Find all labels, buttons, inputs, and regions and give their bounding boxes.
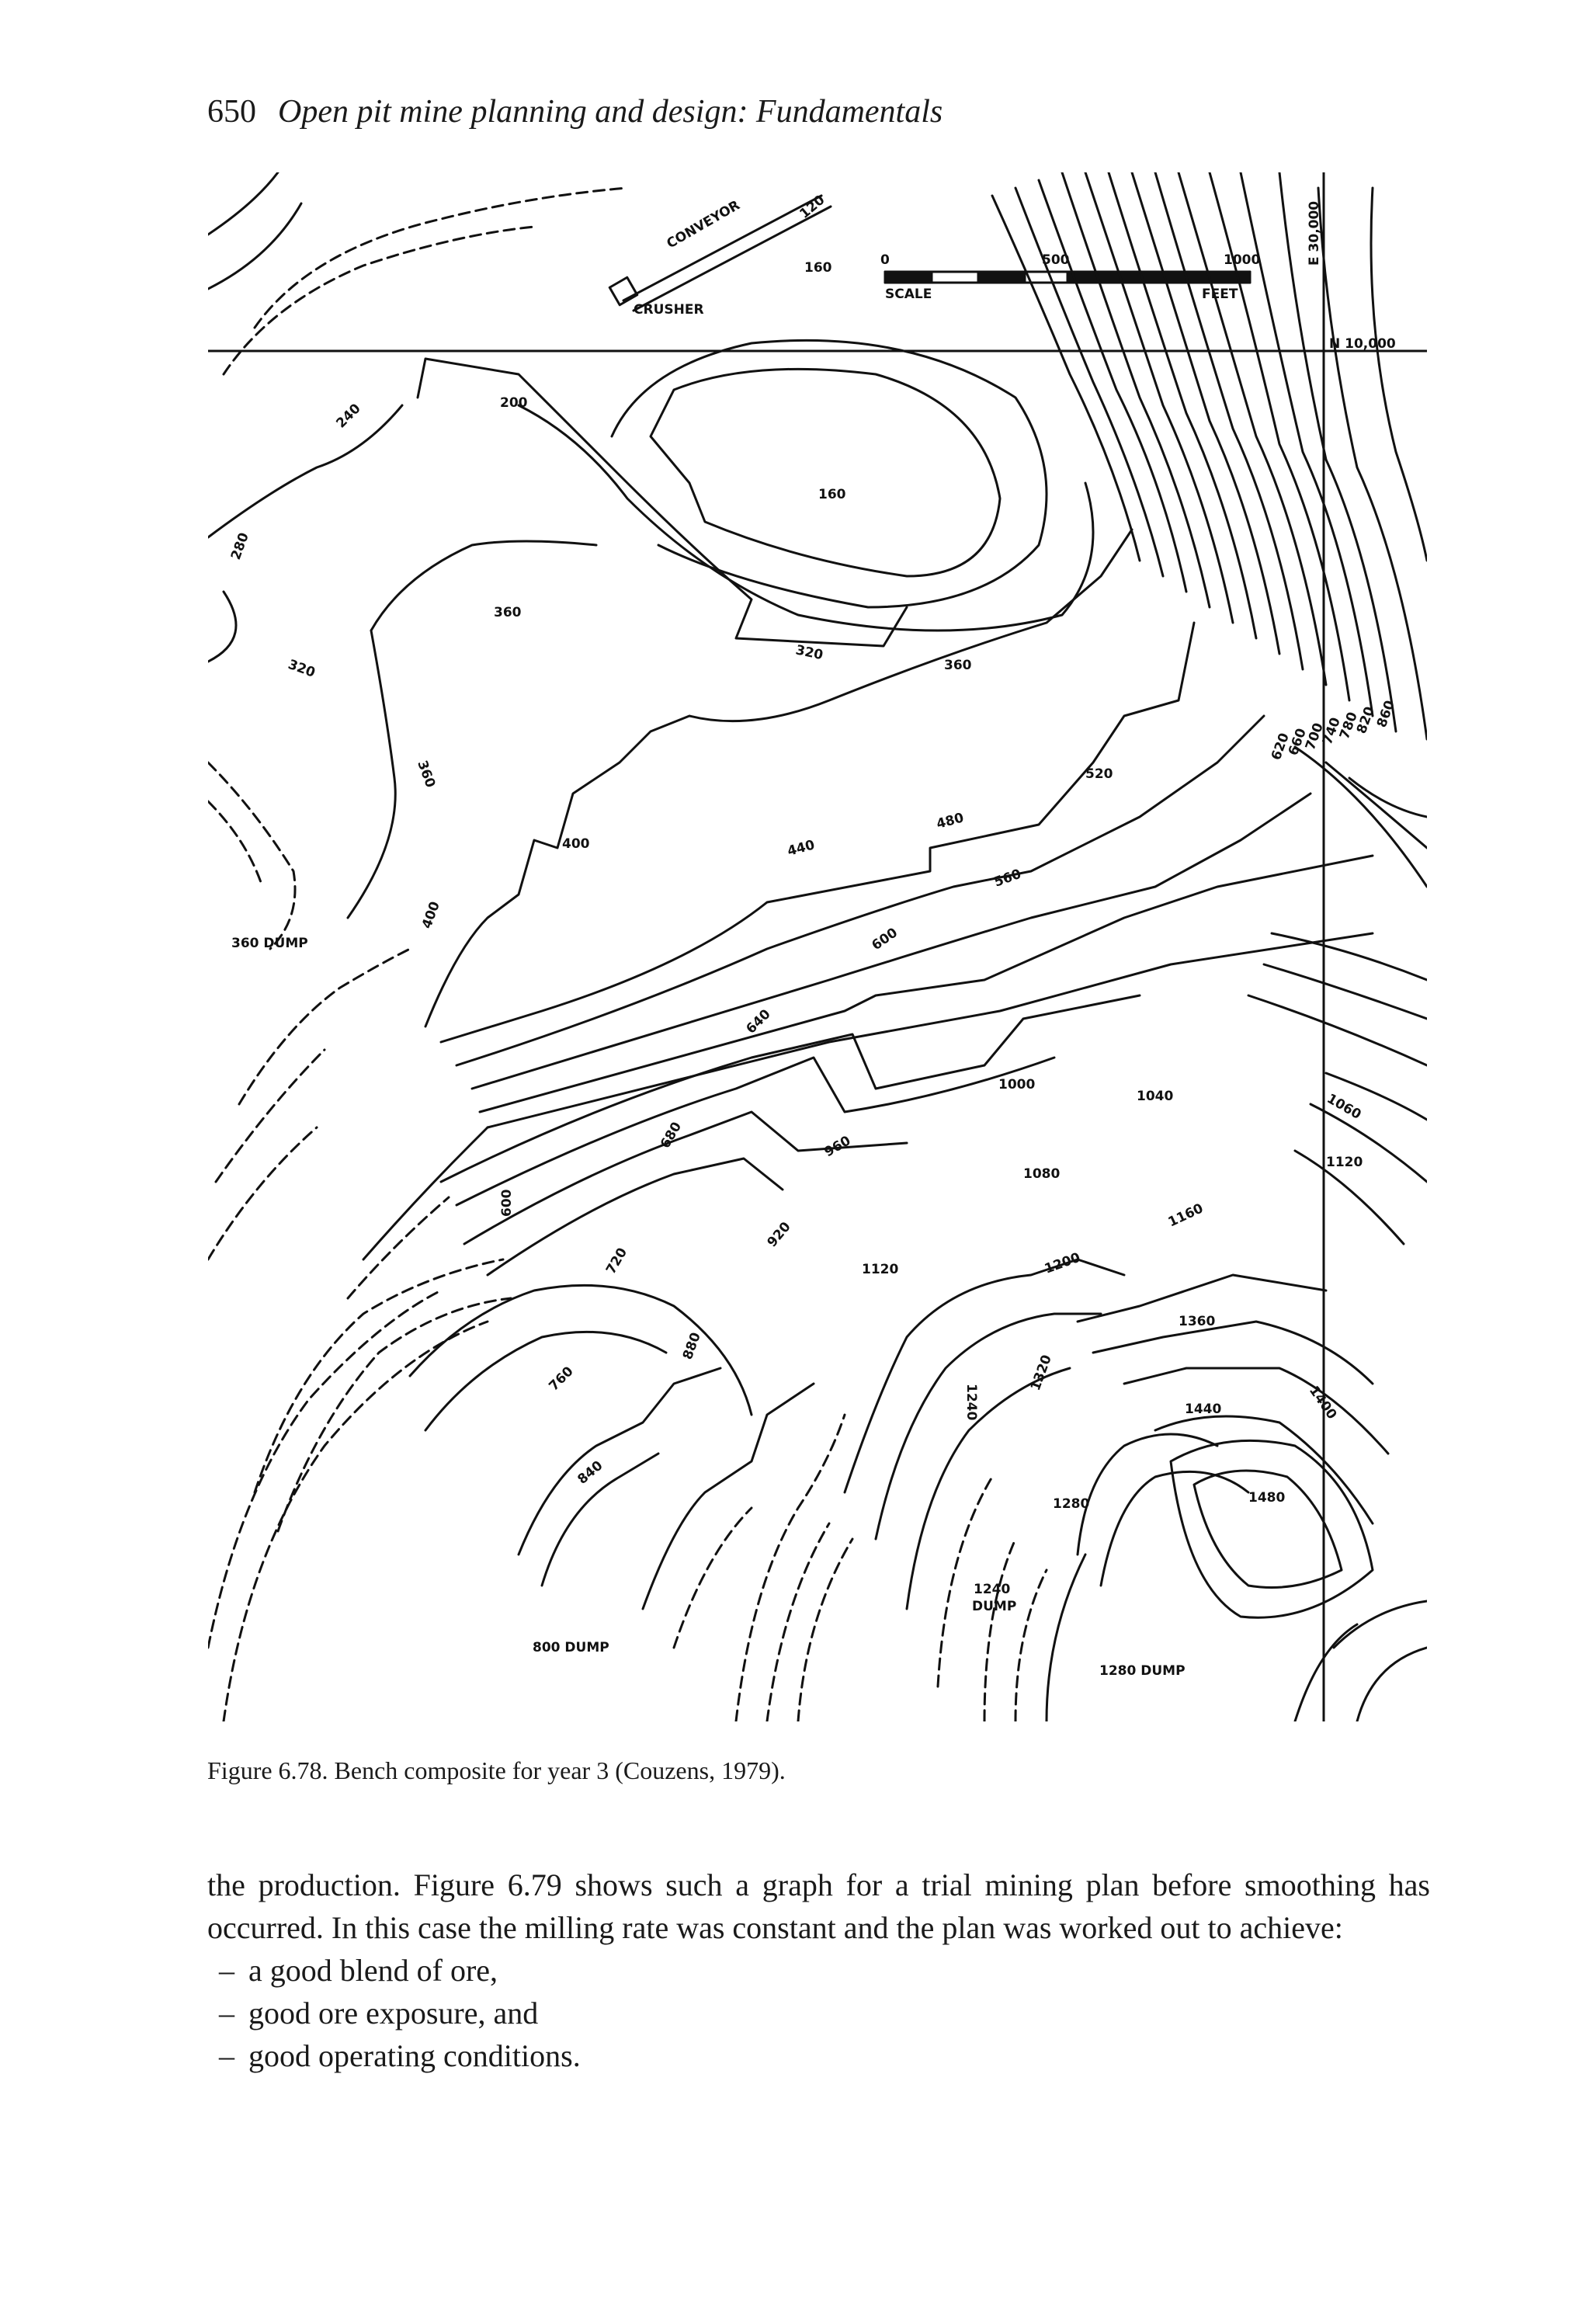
- bench-composite-map: [208, 172, 1427, 1721]
- bench-label: 1000: [998, 1077, 1036, 1093]
- dump-1240-word: DUMP: [972, 1599, 1017, 1614]
- bench-label: 840: [575, 1457, 606, 1488]
- bench-label: 960: [821, 1133, 854, 1161]
- list-item: – a good blend of ore,: [207, 1949, 1430, 1992]
- scale-word-label: SCALE: [885, 287, 932, 302]
- body-paragraph: the production. Figure 6.79 shows such a graph for a trial mining plan before smoothing has occurred. In this case the milling rate was constant and the plan was worked out to achieve:: [207, 1867, 1430, 1945]
- list-item: – good operating conditions.: [207, 2034, 1430, 2077]
- pit-bottom-contour: [651, 369, 1000, 576]
- page-number: 650: [207, 94, 256, 130]
- bench-label: 1060: [1324, 1091, 1364, 1123]
- bench-label: 400: [418, 899, 443, 931]
- bench-label: 280: [227, 530, 252, 562]
- bench-label: 320: [793, 642, 825, 664]
- bench-label: 1480: [1248, 1490, 1286, 1506]
- bench-label: 120: [797, 192, 828, 222]
- body-text: [207, 1864, 1430, 2077]
- list-dash: –: [219, 1953, 234, 1988]
- scale-zero-label: 0: [880, 252, 890, 268]
- conveyor-label: CONVEYOR: [664, 197, 743, 252]
- bench-label: 860: [1373, 698, 1398, 730]
- bench-label: 1440: [1185, 1402, 1222, 1417]
- bench-label: 1200: [1042, 1249, 1083, 1277]
- bench-label: 880: [679, 1330, 704, 1362]
- list-dash: –: [219, 2038, 234, 2073]
- bench-label: 160: [804, 260, 832, 276]
- bench-label: 1080: [1023, 1166, 1061, 1182]
- dump-1280-label: 1280 DUMP: [1099, 1663, 1186, 1679]
- dump-360-label: 360 DUMP: [231, 936, 308, 951]
- bench-label: 400: [562, 836, 590, 852]
- bench-label: 760: [546, 1363, 577, 1395]
- bench-label: 160: [818, 487, 846, 502]
- bench-label: 360: [414, 758, 439, 790]
- easting-label: E 30,000: [1307, 200, 1322, 266]
- feet-word-label: FEET: [1202, 287, 1238, 302]
- dump-800-label: 800 DUMP: [533, 1640, 609, 1655]
- bench-label: 700: [1302, 721, 1327, 752]
- bench-label: 1400: [1305, 1383, 1340, 1423]
- bench-label: 1040: [1137, 1089, 1174, 1104]
- list-dash: –: [219, 1996, 234, 2030]
- bench-label: 1360: [1179, 1314, 1216, 1329]
- bench-label: 1280: [1053, 1496, 1090, 1512]
- book-title: Open pit mine planning and design: Fundamentals: [278, 94, 943, 130]
- bench-label: 600: [869, 925, 901, 954]
- bench-label: 680: [658, 1119, 686, 1152]
- bench-label: 320: [286, 656, 318, 681]
- figure-caption: Figure 6.78. Bench composite for year 3 (Couzens, 1979).: [207, 1756, 786, 1784]
- bench-label: 1120: [862, 1262, 899, 1277]
- bench-label: 600: [499, 1189, 515, 1217]
- scale-500-label: 500: [1042, 252, 1070, 268]
- northing-label: N 10,000: [1329, 336, 1396, 352]
- bench-label: 920: [764, 1219, 794, 1251]
- bench-label: 440: [786, 837, 817, 860]
- bench-label: 1240: [963, 1384, 979, 1421]
- list-item: – good ore exposure, and: [207, 1992, 1430, 2034]
- crusher-label: CRUSHER: [634, 302, 704, 318]
- bench-label: 240: [333, 401, 364, 432]
- bench-label: 720: [603, 1245, 631, 1277]
- bench-label: 640: [743, 1006, 774, 1037]
- bench-label: 1160: [1165, 1200, 1206, 1231]
- bench-label: 740: [1319, 715, 1344, 747]
- bench-label: 360: [944, 658, 972, 673]
- contour-map: [208, 172, 1427, 1721]
- running-header: [207, 93, 943, 130]
- bench-label: 560: [991, 866, 1024, 891]
- bench-label: 820: [1353, 704, 1378, 736]
- dump-1240-label: 1240: [974, 1582, 1011, 1597]
- bench-label: 780: [1336, 710, 1361, 742]
- bench-label: 520: [1085, 766, 1113, 782]
- bench-label: 360: [494, 605, 522, 620]
- bench-label: 660: [1285, 726, 1310, 758]
- bench-label: 620: [1268, 731, 1293, 763]
- bench-label: 200: [500, 395, 528, 411]
- objective-list: [207, 1949, 1430, 2077]
- bench-label: 1120: [1326, 1155, 1363, 1170]
- bench-label: 480: [935, 810, 966, 832]
- scale-1000-label: 1000: [1224, 252, 1261, 268]
- bench-label: 1320: [1027, 1353, 1055, 1393]
